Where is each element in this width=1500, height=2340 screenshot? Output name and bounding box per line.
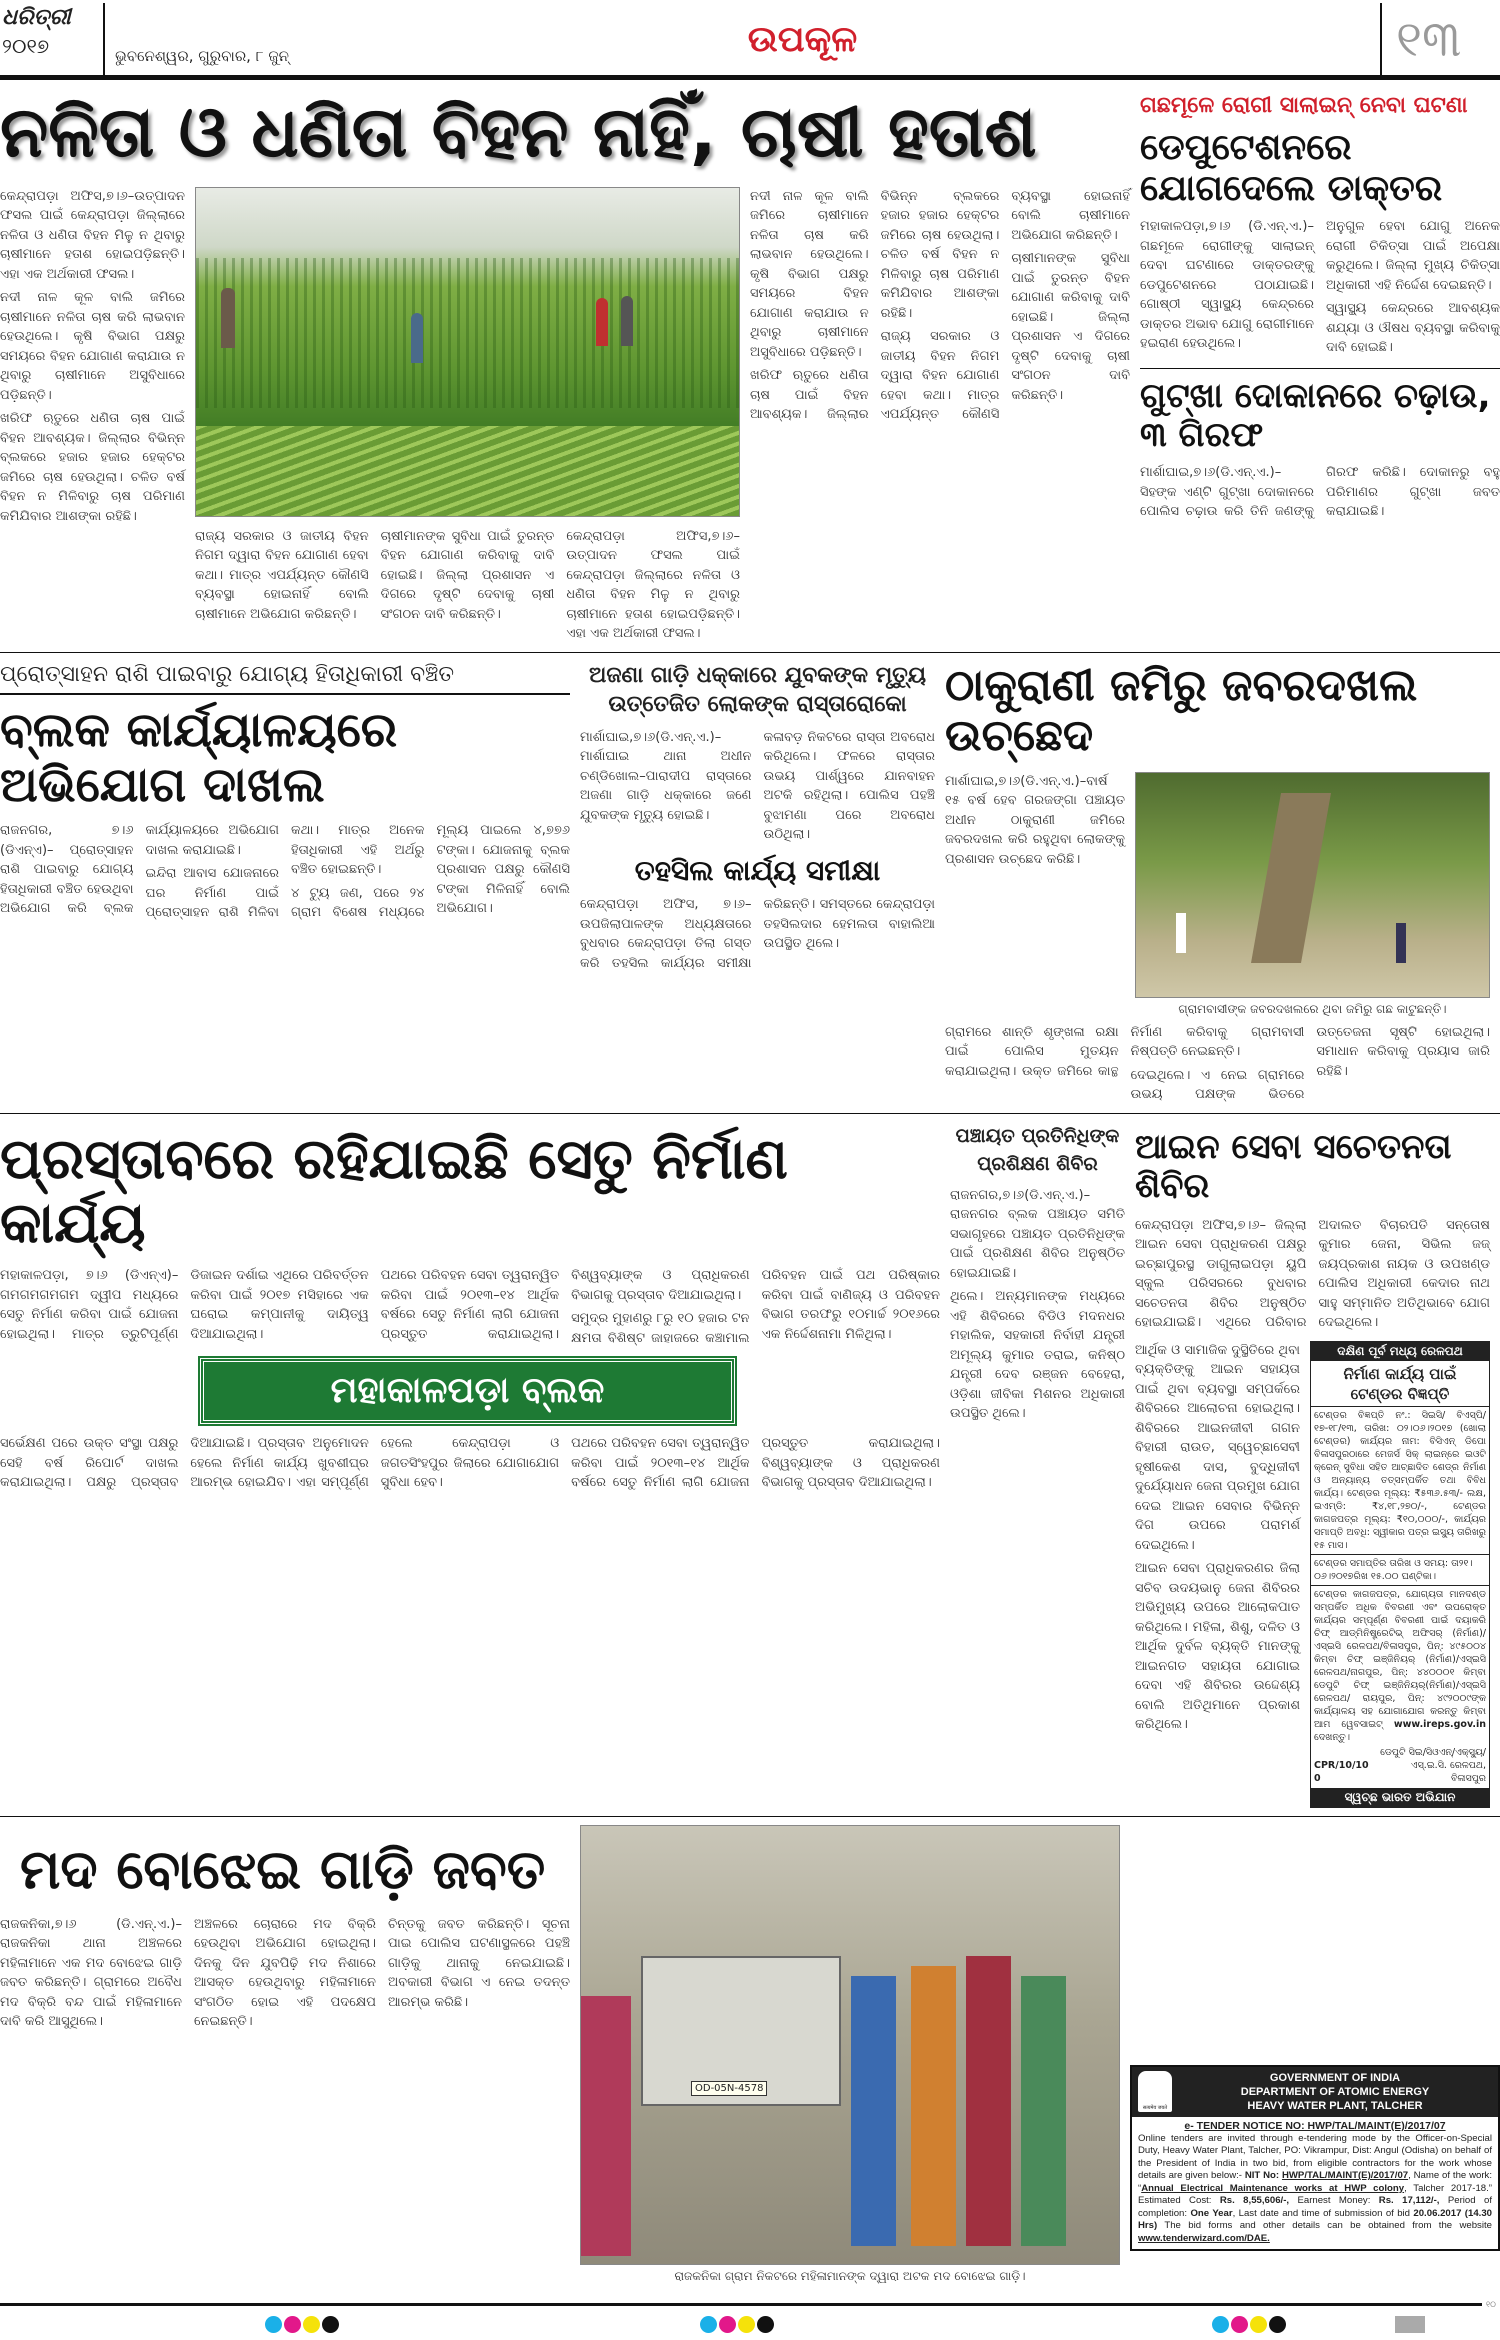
doctor-headline: ଡେପୁଟେଶନରେ ଯୋଗଦେଲେ ଡାକ୍ତର [1140, 126, 1443, 209]
legal-body-cont [1135, 1341, 1300, 1739]
bridge-headline: ପ୍ରସ୍ତାବରେ ରହିଯାଇଛି ସେତୁ ନିର୍ମାଣ କାର୍ଯ୍ୟ [0, 1126, 788, 1257]
tahasil-headline: ତହସିଲ କାର୍ଯ୍ୟ ସମୀକ୍ଷା [634, 853, 881, 887]
forest-clearing-photo [1135, 772, 1490, 998]
ad-cpr-code: CPR/10/100 [1314, 1759, 1369, 1784]
lead-body-bottom [195, 527, 740, 644]
paragraph: ପଥରେ ପରିବହନ ସେବା ତ୍ୱରାନ୍ୱିତ କରିବା ପାଇଁ ୨୦୧୩–୧୪ ଆର୍ଥିକ ବର୍ଷରେ ସେତୁ ନିର୍ମାଣ ଲାଗି ଯୋଜନା ପ୍ରସ୍ତୁତ କରାଯାଇଥିଲା। ବିଶ୍ୱବ୍ୟାଙ୍କ ଓ ପ୍ରାଧିକରଣ ବିଭାଗକୁ ପ୍ରସ୍ତାବ ଦିଆଯାଇଥିଲା। [380, 1268, 750, 1342]
magenta-dot [284, 2316, 301, 2333]
tender-text: NIT No: [1244, 2170, 1282, 2182]
railway-tender-ad [1310, 1341, 1490, 1808]
tender-emd: Rs. 17,112/-, [1378, 2195, 1440, 2207]
ad-contact-block [1311, 1586, 1489, 1746]
tender-period: One Year [1190, 2207, 1233, 2219]
tender-header [1132, 2067, 1498, 2117]
banner-text: ମହାକାଳପଡ଼ା ବ୍ଲକ [330, 1370, 605, 1412]
tender-org: DEPARTMENT OF ATOMIC ENERGY [1240, 2085, 1430, 2098]
cyan-dot [700, 2316, 717, 2333]
vehicle-plate: OD-05N-4578 [691, 2081, 767, 2096]
liquor-body [0, 1915, 570, 2032]
liquor-photo-caption: ରାଜକନିକା ଗ୍ରାମ ନିକଟରେ ମହିଳାମାନଙ୍କ ଦ୍ୱାରା ଅଟକ ମଦ ବୋଝେଇ ଗାଡ଼ି। [674, 2268, 1026, 2283]
paragraph: ଚାଷୀମାନଙ୍କ ସୁବିଧା ପାଇଁ ତୁରନ୍ତ ବିହନ ଯୋଗାଣ କରିବାକୁ ଦାବି ହୋଇଛି। ଜିଲ୍ଲା ପ୍ରଶାସନ ଏ ଦିଗରେ ଦୃଷ୍ଟି ଦେବାକୁ ଚାଷୀ ସଂଗଠନ ଦାବି କରିଛନ୍ତି। [380, 528, 555, 622]
divider [0, 1113, 1500, 1114]
paragraph: ଚାଷୀମାନଙ୍କ ସୁବିଧା ପାଇଁ ତୁରନ୍ତ ବିହନ ଯୋଗାଣ କରିବାକୁ ଦାବି ହୋଇଛି। ଜିଲ୍ଲା ପ୍ରଶାସନ ଏ ଦିଗରେ ଦୃଷ୍ଟି ଦେବାକୁ ଚାଷୀ ସଂଗଠନ ଦାବି କରିଛନ୍ତି। [1011, 251, 1130, 403]
tender-org: GOVERNMENT OF INDIA [1269, 2071, 1401, 2084]
paragraph: କେନ୍ଦ୍ରାପଡ଼ା ଅଫିସ,୭।୬– ଜିଲ୍ଲା ଆଇନ ସେବା ପ୍ରାଧିକରଣ ପକ୍ଷରୁ ଇଚ୍ଛାପୁରସ୍ଥ ଡାଗୁଲାଇପଡ଼ା ୟୁପି ସ୍କୁଲ ପରିସରରେ ବୁଧବାର ସଚେତନତା ଶିବିର ଅନୁଷ୍ଠିତ ହୋଇଯାଇଛି। ଏଥିରେ ପରିବାର ଅଦାଲତ ବିଚାରପତି ସନ୍ତୋଷ କୁମାର ଜେନା, ସିଭିଲ ଜଜ୍ ଜୟପ୍ରକାଶ ନାୟକ ଓ ଉପଖଣ୍ଡ ପୋଲିସ ଅଧିକାରୀ କେଦାର ନାଥ ସାହୁ ସମ୍ମାନିତ ଅତିଥିଭାବେ ଯୋଗ ଦେଇଥିଲେ। [1135, 1217, 1490, 1331]
ad-details: ଟେଣ୍ଡର ବିଜ୍ଞପ୍ତି ନଂ.: ସିଇସି/ ବିଏସ୍‌ପି/୧୭-୧୮/୧୩, ତାରିଖ: ୦୨।୦୬।୨୦୧୭ (ଖୋଲା ଟେଣ୍ଡର) କାର୍ଯ୍ୟର ନାମ: ବିସିଏନ୍ ଡିପୋ ବିଳାସପୁରଠାରେ ମେଜର୍ସ ସିକ୍ ଲାଇନ୍‌ରେ ଇଓଟି କ୍ରେନ୍ ସୁବିଧା ସହିତ ଆଚ୍ଛାଦିତ ଶେଡ୍‌ର ନିର୍ମାଣ ଓ ଅନ୍ୟାନ୍ୟ ତତ୍‌ସମ୍ପର୍କିତ ତଥା ବିବିଧ କାର୍ଯ୍ୟ। ଟେଣ୍ଡର ମୂଲ୍ୟ: ₹୫୩୬.୫୩/- ଲକ୍ଷ, ଇଏମ୍‌ଡି: ₹୪,୧୮,୨୭୦/-, ଟେଣ୍ଡର କାଗଜପତ୍ର ମୂଲ୍ୟ: ₹୧୦,୦୦୦/-, କାର୍ଯ୍ୟର ସମାପ୍ତି ଅବଧି: ସ୍ୱୀକାର ପତ୍ର ଇସ୍ୟୁ ତାରିଖରୁ ୧୫ ମାସ। [1311, 1407, 1489, 1555]
tender-text [1132, 2132, 1498, 2250]
ad-signature-row [1311, 1759, 1489, 1788]
accident-headline-2: ଉତ୍ତେଜିତ ଲୋକଙ୍କ ରାସ୍ତାରୋକୋ [608, 692, 907, 718]
tender-text: The bid forms and other details can be obtained from the website [1157, 2220, 1492, 2232]
panchayat-headline: ପଞ୍ଚାୟତ ପ୍ରତିନିଧିଙ୍କ ପ୍ରଶିକ୍ଷଣ ଶିବିର [955, 1124, 1120, 1175]
legal-headline: ଆଇନ ସେବା ସଚେତନତା ଶିବିର [1135, 1126, 1452, 1206]
tender-text: , Name of the work: “ [1138, 2170, 1492, 2194]
logo-text: ଧରିତ୍ରୀ [2, 5, 71, 30]
ad-deadline: ଟେଣ୍ଡର ସମାପ୍ତିର ତାରିଖ ଓ ସମୟ: ତା୨୧।୦୬।୨୦୧୭ରିଖ ୧୫.୦୦ ଘଣ୍ଟିକା। [1311, 1555, 1489, 1586]
ad-contact: ଟେଣ୍ଡର କାଗଜପତ୍ର, ଯୋଗ୍ୟତା ମାନଦଣ୍ଡ ସମ୍ପର୍କିତ ଅଧିକ ବିବରଣୀ ଏବଂ ଉପରୋକ୍ତ କାର୍ଯ୍ୟର ସମ୍ପୂର୍ଣ୍ଣ ବିବରଣୀ ପାଇଁ ଦୟାକରି ଚିଫ୍ ଆଡ୍‌ମିନିଷ୍ଟ୍ରେଟିଭ୍ ଅଫିସର୍ (ନିର୍ମାଣ)/ଏସ୍‌ଇସି ରେଳପଥ/ବିଳାସପୁର, ପିନ୍: ୪୯୫୦୦୪ କିମ୍ବା ଚିଫ୍ ଇଞ୍ଜିନିୟର୍ (ନିର୍ମାଣ)/ଏସ୍‌ଇସି ରେଳପଥ/ନାଗପୁର, ପିନ୍: ୪୪୦୦୦୧ କିମ୍ବା ଡେପୁଟି ଚିଫ୍ ଇଞ୍ଜିନିୟର୍(ନିର୍ମାଣ)/ଏସ୍‌ଇସି ରେଳପଥ/ ରାୟପୁର, ପିନ୍: ୪୯୨୦୦୯ଙ୍କ କାର୍ଯ୍ୟାଳୟ ସହ ଯୋଗାଯୋଗ କରନ୍ତୁ କିମ୍ବା ଆମ ୱେବସାଇଟ୍ [1314, 1588, 1486, 1730]
paragraph: ନଦୀ ନାଳ କୂଳ ବାଲି ଜମିରେ ଚାଷୀମାନେ ନଳିତା ଚାଷ କରି ଲାଭବାନ ହେଉଥିଲେ। କୃଷି ବିଭାଗ ପକ୍ଷରୁ ସମୟରେ ବିହନ ଯୋଗାଣ କରାଯାଉ ନ ଥିବାରୁ ଚାଷୀମାନେ ଅସୁବିଧାରେ ପଡ଼ିଛନ୍ତି। [750, 188, 869, 360]
lead-body-left [0, 187, 185, 531]
thakurani-body-left [945, 772, 1125, 874]
tahasil-body [580, 895, 935, 973]
tender-org: HEAVY WATER PLANT, TALCHER [1247, 2099, 1423, 2112]
tender-text: , Talcher 2017-18.” Estimated Cost: [1138, 2182, 1492, 2207]
paragraph: ମାର୍ଶାଘାଇ,୭।୬(ଡି.ଏନ୍.ଏ.)– ସିହଙ୍କ ଏଣ୍ଟି ଗୁଟ୍‌ଖା ଦୋକାନରେ ପୋଲିସ ଚଢ଼ାଉ କରି ତିନି ଜଣଙ୍କୁ ଗିରଫ କରିଛି। ଦୋକାନରୁ ବହୁ ପରିମାଣର ଗୁଟ୍‌ଖା ଜବତ କରାଯାଇଛି। [1140, 465, 1500, 520]
cyan-dot [265, 2316, 282, 2333]
footer [0, 2300, 1500, 2310]
masthead [0, 0, 1500, 80]
paragraph: ସର୍ଭେକ୍ଷଣ ପରେ ଉକ୍ତ ସଂସ୍ଥା ପକ୍ଷରୁ ସେହି ବର୍ଷ ରିପୋର୍ଟ ଦାଖଲ କରାଯାଇଥିଲା। ପକ୍ଷରୁ ପ୍ରସ୍ତାବ ଦିଆଯାଇଛି। ପ୍ରସ୍ତାବ ଅନୁମୋଦନ ହେଲେ ନିର୍ମାଣ କାର୍ଯ୍ୟ ଖୁବଶୀଘ୍ର ଆରମ୍ଭ ହୋଇଯିବ। ଏହା ସମ୍ପୂର୍ଣ୍ଣ ହେଲେ କେନ୍ଦ୍ରାପଡ଼ା ଓ ଜଗତସିଂହପୁର ଜିଲାରେ ଯୋଗାଯୋଗ ସୁବିଧା ହେବ। [0, 1436, 560, 1491]
black-dot [322, 2316, 339, 2333]
paragraph: ରାଜନଗର, ୭।୬ (ଡିଏନ୍‌ଏ)– ପ୍ରୋତ୍ସାହନ ରାଶି ପାଇବାରୁ ଯୋଗ୍ୟ ହିତାଧିକାରୀ ବଞ୍ଚିତ ହେଉଥିବା ଅଭିଯୋଗ କରି ବ୍ଲକ କାର୍ଯ୍ୟାଳୟରେ ଅଭିଯୋଗ ଦାଖଲ କରାଯାଇଛି। [0, 823, 279, 917]
paragraph: ସମୁଦ୍ର ମୁହାଣରୁ ୮ରୁ ୧୦ ହଜାର ଟନ କ୍ଷମତା ବିଶିଷ୍ଟ ଜାହାଜରେ କଞ୍ଚାମାଲ ପରିବହନ ପାଇଁ ପଥ ପରିଷ୍କାର କରିବା ପାଇଁ ବାଣିଜ୍ୟ ଓ ପରିବହନ ବିଭାଗ ତରଫରୁ ୧୦ମାର୍ଚ୍ଚ ୨୦୧୬ରେ ଏକ ନିର୍ଦ୍ଦେଶନାମା ମିଳିଥିଲା। [571, 1268, 940, 1346]
thakurani-photo-caption: ଗ୍ରାମବାସୀଙ୍କ ଜବରଦଖଲରେ ଥିବା ଜମିରୁ ଗଛ କାଟୁଛନ୍ତି। [1178, 1001, 1447, 1016]
lead-body-right [750, 187, 1130, 425]
tender-org-block [1178, 2071, 1492, 2113]
gray-patch [1395, 2316, 1425, 2333]
block-banner [200, 1358, 735, 1424]
yellow-dot [1250, 2316, 1267, 2333]
paragraph: ପଥରେ ପରିବହନ ସେବା ତ୍ୱରାନ୍ୱିତ କରିବା ପାଇଁ ୨୦୧୩–୧୪ ଆର୍ଥିକ ବର୍ଷରେ ସେତୁ ନିର୍ମାଣ ଲାଗି ଯୋଜନା ପ୍ରସ୍ତୁତ କରାଯାଇଥିଲା। ବିଶ୍ୱବ୍ୟାଙ୍କ ଓ ପ୍ରାଧିକରଣ ବିଭାଗକୁ ପ୍ରସ୍ତାବ ଦିଆଯାଇଥିଲା। [571, 1436, 940, 1491]
yellow-dot [303, 2316, 320, 2333]
swachh-bharat-footer: ସ୍ୱଚ୍ଛ ଭାରତ ଅଭିଯାନ [1311, 1788, 1489, 1807]
paragraph: ଅନୁଗୁଳ ହେବା ଯୋଗୁ ଅନେକ ରୋଗୀ ଚିକିତ୍ସା ପାଇଁ ଅପେକ୍ଷା କରୁଥିଲେ। ଜିଲ୍ଲା ମୁଖ୍ୟ ଚିକିତ୍ସା ଅଧିକାରୀ ଏହି ନିର୍ଦ୍ଦେଶ ଦେଇଛନ୍ତି। [1326, 219, 1500, 293]
yellow-dot [738, 2316, 755, 2333]
ad-subtitle: ନିର୍ମାଣ କାର୍ଯ୍ୟ ପାଇଁ [1343, 1364, 1457, 1383]
tender-work-name: Annual Electrical Maintenance works at HWP colony [1141, 2182, 1405, 2194]
tender-deadline: 20.06.2017 (14.30 Hrs) [1138, 2207, 1492, 2232]
hwp-tender-notice [1130, 2065, 1500, 2252]
paragraph: ମାର୍ଶାଘାଇ,୭।୬(ଡି.ଏନ୍.ଏ.)–ବାର୍ଷ ୧୫ ବର୍ଷ ହେବ ଗରଜଙ୍ଗା ପଞ୍ଚାୟତ ଅଧୀନ ଠାକୁରାଣୀ ଜମିରେ ଜବରଦଖଲ କରି ରହୁଥିବା ଲୋକଙ୍କୁ ପ୍ରଶାସନ ଉଚ୍ଛେଦ କରିଛି। [945, 773, 1125, 867]
paragraph: ସ୍ୱାସ୍ଥ୍ୟ କେନ୍ଦ୍ରରେ ଆବଶ୍ୟକ ଶଯ୍ୟା ଓ ଔଷଧ ବ୍ୟବସ୍ଥା କରିବାକୁ ଦାବି ହୋଇଛି। [1326, 301, 1500, 356]
tender-website-link[interactable]: www.tenderwizard.com/DAE. [1138, 2232, 1270, 2244]
masthead-logo [0, 3, 105, 75]
section-title: ଉପକୂଳ [747, 19, 858, 60]
divider [0, 1816, 1500, 1817]
footer-rule [0, 2303, 1482, 2306]
paragraph: ୪ ଟ୍ୟୁ ଜଣ, ପରେ ୨୪ ଗ୍ରାମ ବିଶେଷ ମଧ୍ୟରେ ମୂଲ୍ୟ ପାଇଲେ ୪,୭୭୬ ଟଙ୍କା। ଯୋଜନାକୁ ବ୍ଲକ ପ୍ରଶାସନ ପକ୍ଷରୁ କୌଣସି ଟଙ୍କା ମିଳିନାହିଁ ବୋଲି ଅଭିଯୋଗ। [291, 823, 570, 921]
bridge-body-top [0, 1266, 940, 1348]
paragraph: ରାଜକନିକା,୭।୬ (ଡି.ଏନ୍.ଏ.)– ରାଜକନିକା ଥାନା ଅଞ୍ଚଳରେ ମହିଳାମାନେ ଏକ ମଦ ବୋଝେଇ ଗାଡ଼ି ଜବତ କରିଛନ୍ତି। ଗ୍ରାମରେ ଅବୈଧ ମଦ ବିକ୍ରି ବନ୍ଦ ପାଇଁ ମହିଳାମାନେ ଦାବି କରି ଆସୁଥିଲେ। [0, 1916, 182, 2030]
ad-signatory: ଡେପୁଟି ସିଇ/ସିଓଏନ୍/ଏକ୍ସ୍ୟୁ/ [1380, 1746, 1486, 1758]
jute-field-photo [195, 187, 740, 517]
block-headline: ବ୍ଲକ କାର୍ଯ୍ୟାଳୟରେ ଅଭିଯୋଗ ଦାଖଲ [0, 702, 398, 814]
ashoka-emblem-icon: सत्यमेव जयते [1138, 2071, 1172, 2112]
thakurani-headline: ଠାକୁରାଣୀ ଜମିରୁ ଜବରଦଖଲ ଉଚ୍ଛେଦ [945, 659, 1418, 762]
paragraph: କେନ୍ଦ୍ରାପଡ଼ା ଅଫିସ, ୭।୬– ଉପଜିଲାପାଳଙ୍କ ଅଧ୍ୟକ୍ଷତାରେ ବୁଧବାର କେନ୍ଦ୍ରାପଡ଼ା ତିଲା ଗସ୍ତ କରି ତହସିଲ କାର୍ଯ୍ୟର ସମୀକ୍ଷା କରିଛନ୍ତି। ସମସ୍ତରେ କେନ୍ଦ୍ରାପଡ଼ା ତହସିଲଦାର ହେମଲତା ବାହାଲିଆ ଉପସ୍ଥିତ ଥିଲେ। [580, 897, 935, 971]
paragraph: ଥିଲେ। ଅନ୍ୟମାନଙ୍କ ମଧ୍ୟରେ ଏହି ଶିବିରରେ ବିଡିଓ ମଦନଧର ମହାଲିକ, ସହକାରୀ ନିର୍ବାହୀ ଯନ୍ତ୍ରୀ ଅମୂଲ୍ୟ କୁମାର ତରାଇ, କନିଷ୍ଠ ଯନ୍ତ୍ରୀ ଦେବ ରଞ୍ଜନ ବେହେରା, ଓଡ଼ିଶା ଜୀବିକା ମିଶନର ଅଧିକାରୀ ଉପସ୍ଥିତ ଥିଲେ। [950, 1289, 1125, 1422]
cyan-dot [1212, 2316, 1229, 2333]
magenta-dot [719, 2316, 736, 2333]
paragraph: କେନ୍ଦ୍ରାପଡ଼ା ଅଫିସ,୭।୬–ଉତ୍ପାଦନ ଫସଲ ପାଇଁ କେନ୍ଦ୍ରାପଡ଼ା ଜିଲ୍ଲାରେ ନଳିତା ଓ ଧଣିତା ବିହନ ମିଳୁ ନ ଥିବାରୁ ଚାଷୀମାନେ ହତାଶ ହୋଇପଡ଼ିଛନ୍ତି। ଏହା ଏକ ଅର୍ଥକାରୀ ଫସଲ। [0, 188, 185, 282]
paragraph: ଅଞ୍ଚଳରେ ଚୋରାରେ ମଦ ବିକ୍ରି ହେଉଥିବା ଅଭିଯୋଗ ହୋଇଥିଲା। ଦିନକୁ ଦିନ ଯୁବପିଢ଼ି ମଦ ନିଶାରେ ଆସକ୍ତ ହେଉଥିବାରୁ ମହିଳାମାନେ ସଂଗଠିତ ହୋଇ ଏହି ପଦକ୍ଷେପ ନେଇଛନ୍ତି। [194, 1916, 376, 2030]
paragraph: କେନ୍ଦ୍ରାପଡ଼ା ଅଫିସ,୭।୬–ଉତ୍ପାଦନ ଫସଲ ପାଇଁ କେନ୍ଦ୍ରାପଡ଼ା ଜିଲ୍ଲାରେ ନଳିତା ଓ ଧଣିତା ବିହନ ମିଳୁ ନ ଥିବାରୁ ଚାଷୀମାନେ ହତାଶ ହୋଇପଡ଼ିଛନ୍ତି। ଏହା ଏକ ଅର୍ଥକାରୀ ଫସଲ। [566, 528, 740, 641]
paragraph: ରାଜ୍ୟ ସରକାର ଓ ଜାତୀୟ ବିହନ ନିଗମ ଦ୍ୱାରା ବିହନ ଯୋଗାଣ ହେବା କଥା। ମାତ୍ର ଏପର୍ଯ୍ୟନ୍ତ କୌଣସି ବ୍ୟବସ୍ଥା ହୋଇନାହିଁ ବୋଲି ଚାଷୀମାନେ ଅଭିଯୋଗ କରିଛନ୍ତି। [195, 528, 369, 622]
paragraph: ନଦୀ ନାଳ କୂଳ ବାଲି ଜମିରେ ଚାଷୀମାନେ ନଳିତା ଚାଷ କରି ଲାଭବାନ ହେଉଥିଲେ। କୃଷି ବିଭାଗ ପକ୍ଷରୁ ସମୟରେ ବିହନ ଯୋଗାଣ କରାଯାଉ ନ ଥିବାରୁ ଚାଷୀମାନେ ଅସୁବିଧାରେ ପଡ଼ିଛନ୍ତି। [0, 290, 185, 403]
gutkha-body [1140, 463, 1500, 524]
tender-text: Period of completion: [1138, 2195, 1492, 2219]
tender-text: Earnest Money: [1289, 2195, 1379, 2207]
lead-headline: ନଳିତା ଓ ଧଣିତା ବିହନ ନାହିଁ, ଚାଷୀ ହତାଶ [0, 91, 1037, 173]
page-number: ୧୩ [1380, 3, 1500, 75]
doctor-kicker: ଗଛମୂଳେ ରୋଗୀ ସାଲାଇନ୍ ନେବା ଘଟଣା [1140, 93, 1468, 118]
black-dot [1269, 2316, 1286, 2333]
tender-text: Online tenders are invited through e-tendering mode by the Officer-on-Special Duty, Heavy Water Plant, Talcher, PO: Vikrampur, Dist: Angul (Odisha) on behalf of the President of India in two bid, from eligible contractors for the work whose details are given below:- [1138, 2132, 1492, 2182]
legal-body [1135, 1216, 1490, 1335]
page-code: ୧୦ [1486, 2299, 1496, 2309]
paragraph: ମହାକାଳପଡ଼ା,୭।୬ (ଡି.ଏନ୍.ଏ.)– ଗଛମୂଳେ ରୋଗୀଙ୍କୁ ସାଲାଇନ୍ ଦେବା ଘଟଣାରେ ଡାକ୍ତରଙ୍କୁ ଡେପୁଟେଶନରେ ପଠାଯାଇଛି। ଗୋଷ୍ଠୀ ସ୍ୱାସ୍ଥ୍ୟ କେନ୍ଦ୍ରରେ ଡାକ୍ତର ଅଭାବ ଯୋଗୁ ରୋଗୀମାନେ ହଇରାଣ ହେଉଥିଲେ। [1140, 219, 1314, 352]
paragraph: ଚିନ୍ତକୁ ଜବତ କରିଛନ୍ତି। ସୂଚନା ପାଇ ପୋଲିସ ଘଟଣାସ୍ଥଳରେ ପହଞ୍ଚି ଗାଡ଼ିକୁ ଥାନାକୁ ନେଇଯାଇଛି। ଅବକାରୀ ବିଭାଗ ଏ ନେଇ ତଦନ୍ତ ଆରମ୍ଭ କରିଛି। [388, 1916, 570, 2010]
paragraph: ଖରିଫ ଋତୁରେ ଧଣିତା ଚାଷ ପାଇଁ ବିହନ ଆବଶ୍ୟକ। ଜିଲ୍ଲାର ବିଭିନ୍ନ ବ୍ଲକରେ ହଜାର ହଜାର ହେକ୍ଟର ଜମିରେ ଚାଷ ହେଉଥିଲା। ଚଳିତ ବର୍ଷ ବିହନ ନ ମିଳିବାରୁ ଚାଷ ପରିମାଣ କମିଯିବାର ଆଶଙ୍କା ରହିଛି। [0, 411, 185, 524]
dateline: ଭୁବନେଶ୍ୱର, ଗୁରୁବାର, ୮ ଜୁନ୍ [115, 47, 290, 65]
doctor-body [1140, 217, 1500, 360]
ad-website-link[interactable]: www.ireps.gov.in [1393, 1718, 1486, 1730]
paragraph: କଳାବଡ଼ ନିକଟରେ ରାସ୍ତା ଅବରୋଧ କରିଥିଲେ। ଫଳରେ ରାସ୍ତାର ଉଭୟ ପାର୍ଶ୍ୱରେ ଯାନବାହନ ଅଟକି ରହିଥିଲା। ପୋଲିସ ପହଞ୍ଚି ବୁଝାମଣା ପରେ ଅବରୋଧ ଉଠିଥିଲା। [763, 729, 935, 843]
gutkha-headline: ଗୁଟ୍‌ଖା ଦୋକାନରେ ଚଢ଼ାଉ, ୩ ଗିରଫ [1140, 375, 1491, 455]
accident-headline-1: ଅଜଣା ଗାଡ଼ି ଧକ୍କାରେ ଯୁବକଙ୍କ ମୃତ୍ୟୁ [589, 662, 926, 688]
paragraph: ରାଜ୍ୟ ସରକାର ଓ ଜାତୀୟ ବିହନ ନିଗମ ଦ୍ୱାରା ବିହନ ଯୋଗାଣ ହେବା କଥା। ମାତ୍ର ଏପର୍ଯ୍ୟନ୍ତ କୌଣସି ବ୍ୟବସ୍ଥା ହୋଇନାହିଁ ବୋଲି ଚାଷୀମାନେ ଅଭିଯୋଗ କରିଛନ୍ତି। [880, 188, 1130, 422]
tender-cost: Rs. 8,55,606/-, [1219, 2195, 1290, 2207]
ad-signatory: ଏସ୍.ଇ.ସି. ରେଳପଥ, ବିଳାସପୁର [1410, 1759, 1486, 1784]
ad-subtitle: ଟେଣ୍ଡର ବିଜ୍ଞପ୍ତି [1311, 1384, 1489, 1407]
tender-text: , Last date and time of submission of bid [1232, 2207, 1414, 2219]
thakurani-body-bottom [945, 1023, 1490, 1105]
ad-text: ଦେଖନ୍ତୁ। [1314, 1731, 1350, 1743]
logo-year: ୨୦୧୭ [2, 33, 50, 58]
seized-vehicle-photo [580, 1825, 1120, 2265]
magenta-dot [1231, 2316, 1248, 2333]
paragraph: ଇନ୍ଦିରା ଆବାସ ଯୋଜନାରେ ଘର ନିର୍ମାଣ ପାଇଁ ପ୍ରୋତ୍ସାହନ ରାଶି ମିଳିବା କଥା। ମାତ୍ର ଅନେକ ହିତାଧିକାରୀ ଏହି ଅର୍ଥରୁ ବଞ୍ଚିତ ହୋଇଛନ୍ତି। [145, 823, 425, 921]
paragraph: ମାର୍ଶାଘାଇ,୭।୬(ଡି.ଏନ୍.ଏ.)– ମାର୍ଶାଘାଇ ଥାନା ଅଧୀନ ଚଣ୍ଡିଖୋଲ–ପାରାଦୀପ ରାସ୍ତାରେ ଅଜଣା ଗାଡ଼ି ଧକ୍କାରେ ଜଣେ ଯୁବକଙ୍କ ମୃତ୍ୟୁ ହୋଇଛି। [580, 729, 752, 823]
tender-title: e- TENDER NOTICE NO: HWP/TAL/MAINT(E)/2017/07 [1184, 2119, 1446, 2132]
block-body [0, 821, 570, 923]
paragraph: ଖରିଫ ଋତୁରେ ଧଣିତା ଚାଷ ପାଇଁ ବିହନ ଆବଶ୍ୟକ। ଜିଲ୍ଲାର ବିଭିନ୍ନ ବ୍ଲକରେ ହଜାର ହଜାର ହେକ୍ଟର ଜମିରେ ଚାଷ ହେଉଥିଲା। ଚଳିତ ବର୍ଷ ବିହନ ନ ମିଳିବାରୁ ଚାଷ ପରିମାଣ କମିଯିବାର ଆଶଙ୍କା ରହିଛି। [750, 188, 1000, 422]
paragraph: ଆଇନ ସେବା ପ୍ରାଧିକରଣର ଜିଲା ସଚିବ ଉଦୟଭାନୁ ଜେନା ଶିବିରର ଅଭିମୁଖ୍ୟ ଉପରେ ଆଲୋକପାତ କରିଥିଲେ। ମହିଳା, ଶିଶୁ, ଦଳିତ ଓ ଆର୍ଥିକ ଦୁର୍ବଳ ବ୍ୟକ୍ତି ମାନଙ୍କୁ ଆଇନଗତ ସହାୟତା ଯୋଗାଇ ଦେବା ଏହି ଶିବିରର ଉଦ୍ଦେଶ୍ୟ ବୋଲି ଅତିଥିମାନେ ପ୍ରକାଶ କରିଥିଲେ। [1135, 1561, 1300, 1733]
divider [1140, 368, 1500, 369]
black-dot [757, 2316, 774, 2333]
block-kicker: ପ୍ରୋତ୍ସାହନ ରାଶି ପାଇବାରୁ ଯୋଗ୍ୟ ହିତାଧିକାରୀ ବଞ୍ଚିତ [0, 661, 570, 696]
paragraph: ଗ୍ରାମରେ ଶାନ୍ତି ଶୃଙ୍ଖଳା ରକ୍ଷା ପାଇଁ ପୋଲିସ ମୁତୟନ କରାଯାଇଥିଲା। ଉକ୍ତ ଜମିରେ କାନ୍ଥ ନିର୍ମାଣ କରିବାକୁ ଗ୍ରାମବାସୀ ନିଷ୍ପତ୍ତି ନେଇଛନ୍ତି। [945, 1024, 1305, 1079]
bridge-body-bottom [0, 1434, 940, 1494]
paragraph: ମହାକାଳପଡ଼ା, ୭।୬ (ଡିଏନ୍‌ଏ)– ଗମଗମଗମଗମ ଦ୍ୱୀପ ମଧ୍ୟରେ ସେତୁ ନିର୍ମାଣ କରିବା ପାଇଁ ଯୋଜନା ହୋଇଥିଲା। ମାତ୍ର ତ୍ରୁଟିପୂର୍ଣ୍ଣ ଡିଜାଇନ ଦର୍ଶାଇ ଏଥିରେ ପରିବର୍ତ୍ତନ କରିବା ପାଇଁ ୨୦୧୭ ମସିହାରେ ଏକ ଘରୋଇ କମ୍ପାନୀକୁ ଦାୟିତ୍ୱ ଦିଆଯାଇଥିଲା। [0, 1268, 369, 1342]
divider [0, 652, 1500, 653]
paragraph: ଦେଇଥିଲେ। ଏ ନେଇ ଗ୍ରାମରେ ଉଭୟ ପକ୍ଷଙ୍କ ଭିତରେ ଉତ୍ତେଜନା ସୃଷ୍ଟି ହୋଇଥିଲା। ସମାଧାନ କରିବାକୁ ପ୍ରୟାସ ଜାରି ରହିଛି। [1130, 1024, 1490, 1103]
liquor-headline: ମଦ ବୋଝେଇ ଗାଡ଼ି ଜବତ [20, 1837, 546, 1901]
accident-body [580, 728, 935, 845]
tender-nit: HWP/TAL/MAINT(E)/2017/07 [1281, 2170, 1409, 2182]
registration-marks [0, 2316, 1500, 2340]
paragraph: ରାଜନଗର,୭।୬(ଡି.ଏନ୍.ଏ.)– ରାଜନଗର ବ୍ଲକ ପଞ୍ଚାୟତ ସମିତି ସଭାଗୃହରେ ପଞ୍ଚାୟତ ପ୍ରତିନିଧିଙ୍କ ପାଇଁ ପ୍ରଶିକ୍ଷଣ ଶିବିର ଅନୁଷ୍ଠିତ ହୋଇଯାଇଛି। [950, 1187, 1125, 1281]
panchayat-body [950, 1186, 1125, 1428]
paragraph: ଆର୍ଥିକ ଓ ସାମାଜିକ ଦୁସ୍ଥିତିରେ ଥିବା ବ୍ୟକ୍ତିଙ୍କୁ ଆଇନ ସହାୟତା ପାଇଁ ଥିବା ବ୍ୟବସ୍ଥା ସମ୍ପର୍କରେ ଶିବିରରେ ଆଲୋଚନା ହୋଇଥିଲା। ଶିବିରରେ ଆଇନଜୀବୀ ଗଗନ ବିହାରୀ ରାଉତ, ସ୍ୱେଚ୍ଛାସେବୀ ହୃଷୀକେଶ ଦାସ, ବୁଦ୍ଧିଜୀବୀ ଦୁର୍ଯ୍ୟୋଧନ ଜେନା ପ୍ରମୁଖ ଯୋଗ ଦେଇ ଆଇନ ସେବାର ବିଭିନ୍ନ ଦିଗ ଉପରେ ପରାମର୍ଶ ଦେଇଥିଲେ। [1135, 1342, 1300, 1553]
ad-title: ଦକ୍ଷିଣ ପୂର୍ବ ମଧ୍ୟ ରେଳପଥ [1311, 1342, 1489, 1361]
